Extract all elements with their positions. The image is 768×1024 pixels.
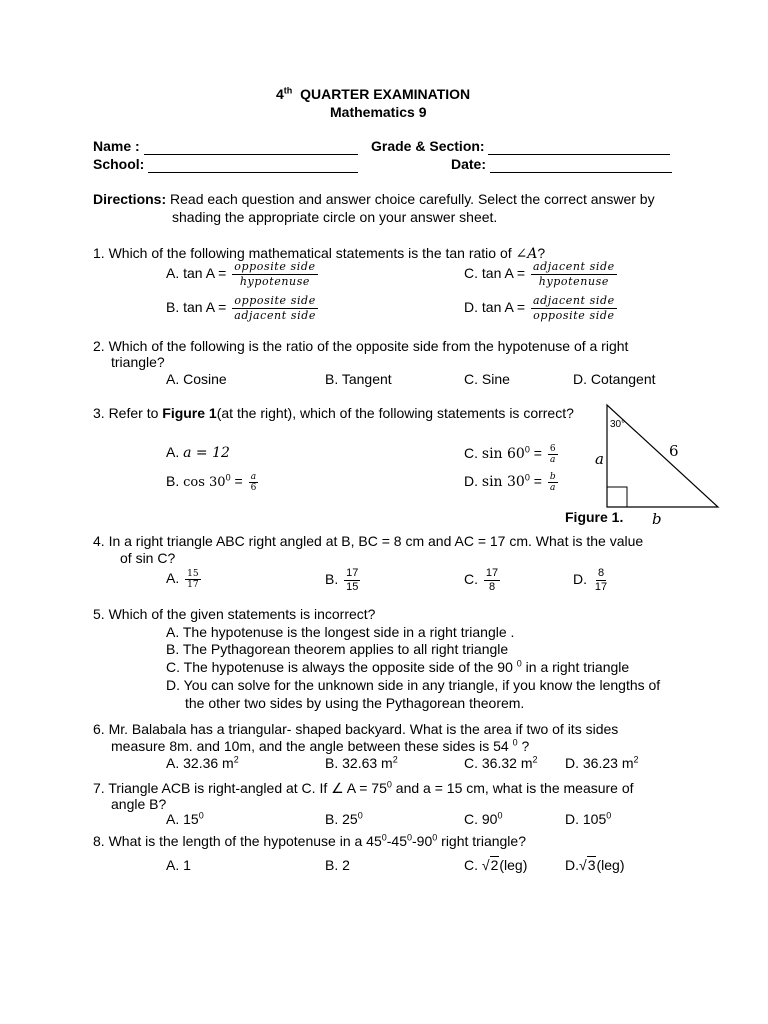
degree-sup: 0 — [225, 472, 231, 483]
trig-function: sin 60 — [481, 446, 525, 463]
choice-text: A. 15 — [166, 811, 199, 827]
denominator: 17 — [594, 581, 608, 593]
q7-choice-a — [166, 811, 204, 828]
q5-choice-d-line-2: the other two sides by using the Pythagorean theorem. — [185, 695, 525, 711]
numerator: adjacent side — [533, 260, 615, 273]
q5-choice-d-line-1: D. You can solve for the unknown side in any triangle, if you know the lengths of — [166, 677, 661, 693]
numerator: a — [250, 472, 257, 482]
numerator: 17 — [485, 567, 499, 579]
degree-sup: 0 — [381, 832, 387, 843]
question-7-line-2: angle B? — [111, 796, 167, 812]
fraction — [249, 472, 259, 493]
q2-choice-b: B. Tangent — [325, 371, 392, 387]
degree-sup: 0 — [497, 810, 503, 821]
date-label: Date: — [451, 156, 487, 172]
choice-label: C. tan A = — [464, 265, 526, 282]
q6-choice-d — [565, 755, 639, 772]
degree-sup: 0 — [198, 810, 204, 821]
q6-choice-a — [166, 755, 239, 772]
right-angle-marker — [607, 487, 627, 507]
q2-choice-c: C. Sine — [464, 371, 510, 387]
numerator: 6 — [549, 444, 556, 454]
numerator: opposite side — [234, 260, 316, 273]
square-root: √2 — [481, 857, 499, 873]
date-blank — [490, 158, 672, 173]
q4-choice-d — [573, 567, 611, 594]
radicand: 2 — [490, 857, 499, 873]
angle-90: -90 — [412, 833, 433, 849]
question-8 — [93, 833, 526, 850]
denominator: opposite side — [533, 309, 615, 322]
choice-label: A. — [166, 444, 180, 460]
figure-side-a: a — [595, 450, 604, 468]
choice-text: C. 90 — [464, 811, 498, 827]
denominator: a — [550, 483, 556, 493]
exam-subject: Mathematics 9 — [330, 104, 427, 120]
numerator: 17 — [346, 567, 359, 579]
grade-section-blank — [488, 140, 670, 155]
q8-choice-c — [464, 857, 527, 874]
degree-sup: 0 — [512, 737, 518, 748]
q7-choice-d — [565, 811, 611, 828]
choice-label: B. tan A = — [166, 299, 227, 316]
grade-section-label: Grade & Section: — [371, 138, 485, 154]
fraction — [548, 444, 558, 465]
choice-label: C. — [464, 857, 478, 873]
denominator: 17 — [187, 580, 199, 590]
choice-label: C. — [464, 571, 478, 588]
directions-line-2: shading the appropriate circle on your answer sheet. — [172, 209, 498, 225]
question-2-line-2: triangle? — [111, 354, 165, 370]
question-text: 8. What is the length of the hypotenuse in a 45 — [93, 833, 382, 849]
denominator: 15 — [346, 581, 359, 593]
choice-text: C. 36.32 m — [464, 755, 533, 771]
quarter-number: 4 — [276, 86, 284, 102]
choice-label: A. — [166, 570, 180, 587]
q2-choice-a: A. Cosine — [166, 371, 227, 387]
degree-sup: 0 — [432, 832, 438, 843]
name-blank — [144, 140, 358, 155]
choice-text: (leg) — [499, 857, 528, 873]
angle-45: -45 — [386, 833, 407, 849]
title-text: QUARTER EXAMINATION — [300, 86, 471, 102]
figure-reference: Figure 1 — [162, 405, 217, 421]
denominator: 8 — [488, 581, 496, 593]
q8-choice-a: A. 1 — [166, 857, 191, 873]
angle-a-symbol: ∠A — [515, 246, 538, 262]
directions-label: Directions: — [93, 191, 167, 207]
q3-choice-b — [166, 472, 260, 493]
question-text: measure 8m. and 10m, and the angle between these sides is 54 — [111, 738, 509, 754]
fraction — [531, 294, 617, 323]
q5-choice-a: A. The hypotenuse is the longest side in a right triangle . — [166, 624, 515, 640]
question-5: 5. Which of the given statements is incorrect? — [93, 606, 376, 622]
numerator: b — [549, 472, 556, 482]
directions-text-1: Read each question and answer choice carefully. Select the correct answer by — [170, 191, 655, 207]
question-mark: ? — [521, 738, 530, 754]
choice-label: B. — [325, 571, 339, 588]
directions-line-1 — [93, 191, 655, 208]
q8-choice-d — [565, 857, 625, 874]
school-field — [93, 156, 358, 173]
fraction — [548, 472, 558, 493]
numerator: 8 — [597, 567, 605, 579]
q2-choice-d: D. Cotangent — [573, 371, 656, 387]
choice-label: D. — [464, 473, 478, 490]
q6-choice-b — [325, 755, 398, 772]
fraction — [232, 294, 318, 323]
fraction — [344, 567, 360, 594]
degree-sup: 0 — [407, 832, 413, 843]
degree-sup: 0 — [516, 658, 522, 669]
q3-choice-a — [166, 444, 230, 462]
fraction — [531, 260, 617, 289]
question-3 — [93, 405, 574, 422]
choice-label: D. — [573, 571, 587, 588]
choice-text: B. 32.63 m — [325, 755, 393, 771]
unit-sup: 2 — [392, 754, 398, 765]
question-mark: ? — [537, 245, 546, 261]
figure-caption: Figure 1. — [565, 509, 624, 525]
q1-choice-b — [166, 294, 320, 323]
fraction — [484, 567, 500, 594]
q1-choice-a — [166, 260, 320, 289]
question-4-line-2: of sin C? — [120, 550, 176, 566]
q4-choice-a — [166, 569, 203, 590]
question-4-line-1: 4. In a right triangle ABC right angled at B, BC = 8 cm and AC = 17 cm. What is the value — [93, 533, 644, 549]
date-field — [451, 156, 672, 173]
fraction — [185, 569, 200, 590]
choice-text: D. 105 — [565, 811, 607, 827]
q3-choice-c — [464, 444, 560, 465]
choice-text-end: in a right triangle — [525, 659, 630, 675]
q5-choice-c — [166, 659, 629, 676]
denominator: hypotenuse — [538, 275, 609, 288]
choice-label: C. — [464, 445, 478, 462]
question-7-line-1 — [93, 780, 634, 797]
numerator: opposite side — [234, 294, 316, 307]
q8-choice-b: B. 2 — [325, 857, 350, 873]
figure-side-b: b — [652, 510, 662, 528]
choice-text: B. 25 — [325, 811, 358, 827]
degree-sup: 0 — [357, 810, 363, 821]
question-6-line-2 — [111, 738, 529, 755]
radicand: 3 — [587, 857, 596, 873]
choice-text: A. 32.36 m — [166, 755, 234, 771]
denominator: adjacent side — [234, 309, 316, 322]
school-blank — [148, 158, 358, 173]
numerator: adjacent side — [533, 294, 615, 307]
q1-choice-d — [464, 294, 619, 323]
fraction — [593, 567, 609, 594]
equals: = — [533, 473, 542, 490]
question-2-line-1: 2. Which of the following is the ratio of the opposite side from the hypotenuse of a right — [93, 338, 629, 354]
unit-sup: 2 — [532, 754, 538, 765]
q6-choice-c — [464, 755, 538, 772]
q7-choice-b — [325, 811, 363, 828]
quarter-superscript: th — [283, 85, 293, 96]
grade-section-field — [371, 138, 670, 155]
trig-function: sin 30 — [481, 474, 525, 491]
equals: = — [533, 445, 542, 462]
question-text: 7. Triangle ACB is right-angled at C. If ∠ A = 75 — [93, 780, 387, 796]
figure-angle-label: 30° — [610, 419, 626, 430]
degree-sup: 0 — [386, 779, 392, 790]
denominator: a — [550, 455, 556, 465]
figure-hypotenuse-label: 6 — [669, 442, 679, 460]
choice-text: C. The hypotenuse is always the opposite side of the 90 — [166, 659, 513, 675]
question-text-end: and a = 15 cm, what is the measure of — [395, 780, 634, 796]
square-root: √3 — [579, 857, 596, 873]
question-3-prefix: 3. Refer to — [93, 405, 163, 421]
exam-title — [276, 86, 470, 103]
question-6-line-1: 6. Mr. Balabala has a triangular- shaped backyard. What is the area if two of its sides — [93, 721, 619, 737]
degree-sup: 0 — [524, 444, 530, 455]
unit-sup: 2 — [633, 754, 639, 765]
q3-choice-d — [464, 472, 560, 493]
question-text-end: right triangle? — [441, 833, 526, 849]
name-field — [93, 138, 358, 155]
choice-label: D. — [565, 857, 579, 873]
numerator: 15 — [187, 569, 199, 579]
denominator: 6 — [250, 483, 257, 493]
unit-sup: 2 — [233, 754, 239, 765]
choice-text: D. 36.23 m — [565, 755, 634, 771]
math-expression: a = 12 — [183, 445, 230, 461]
school-label: School: — [93, 156, 145, 172]
choice-label: D. tan A = — [464, 299, 526, 316]
q4-choice-c — [464, 567, 502, 594]
denominator: hypotenuse — [239, 275, 311, 288]
q1-choice-c — [464, 260, 619, 289]
q7-choice-c — [464, 811, 502, 828]
name-label: Name : — [93, 138, 140, 154]
q5-choice-b: B. The Pythagorean theorem applies to all right triangle — [166, 641, 509, 657]
trig-function: cos 30 — [183, 475, 226, 491]
q4-choice-b — [325, 567, 362, 594]
degree-sup: 0 — [606, 810, 612, 821]
choice-text: (leg) — [596, 857, 625, 873]
choice-label: B. — [166, 473, 180, 490]
question-3-suffix: (at the right), which of the following statements is correct? — [216, 405, 574, 421]
equals: = — [234, 473, 243, 490]
degree-sup: 0 — [524, 472, 530, 483]
choice-label: A. tan A = — [166, 265, 227, 282]
fraction — [232, 260, 317, 289]
question-1-text: 1. Which of the following mathematical statements is the tan ratio of — [93, 245, 512, 261]
